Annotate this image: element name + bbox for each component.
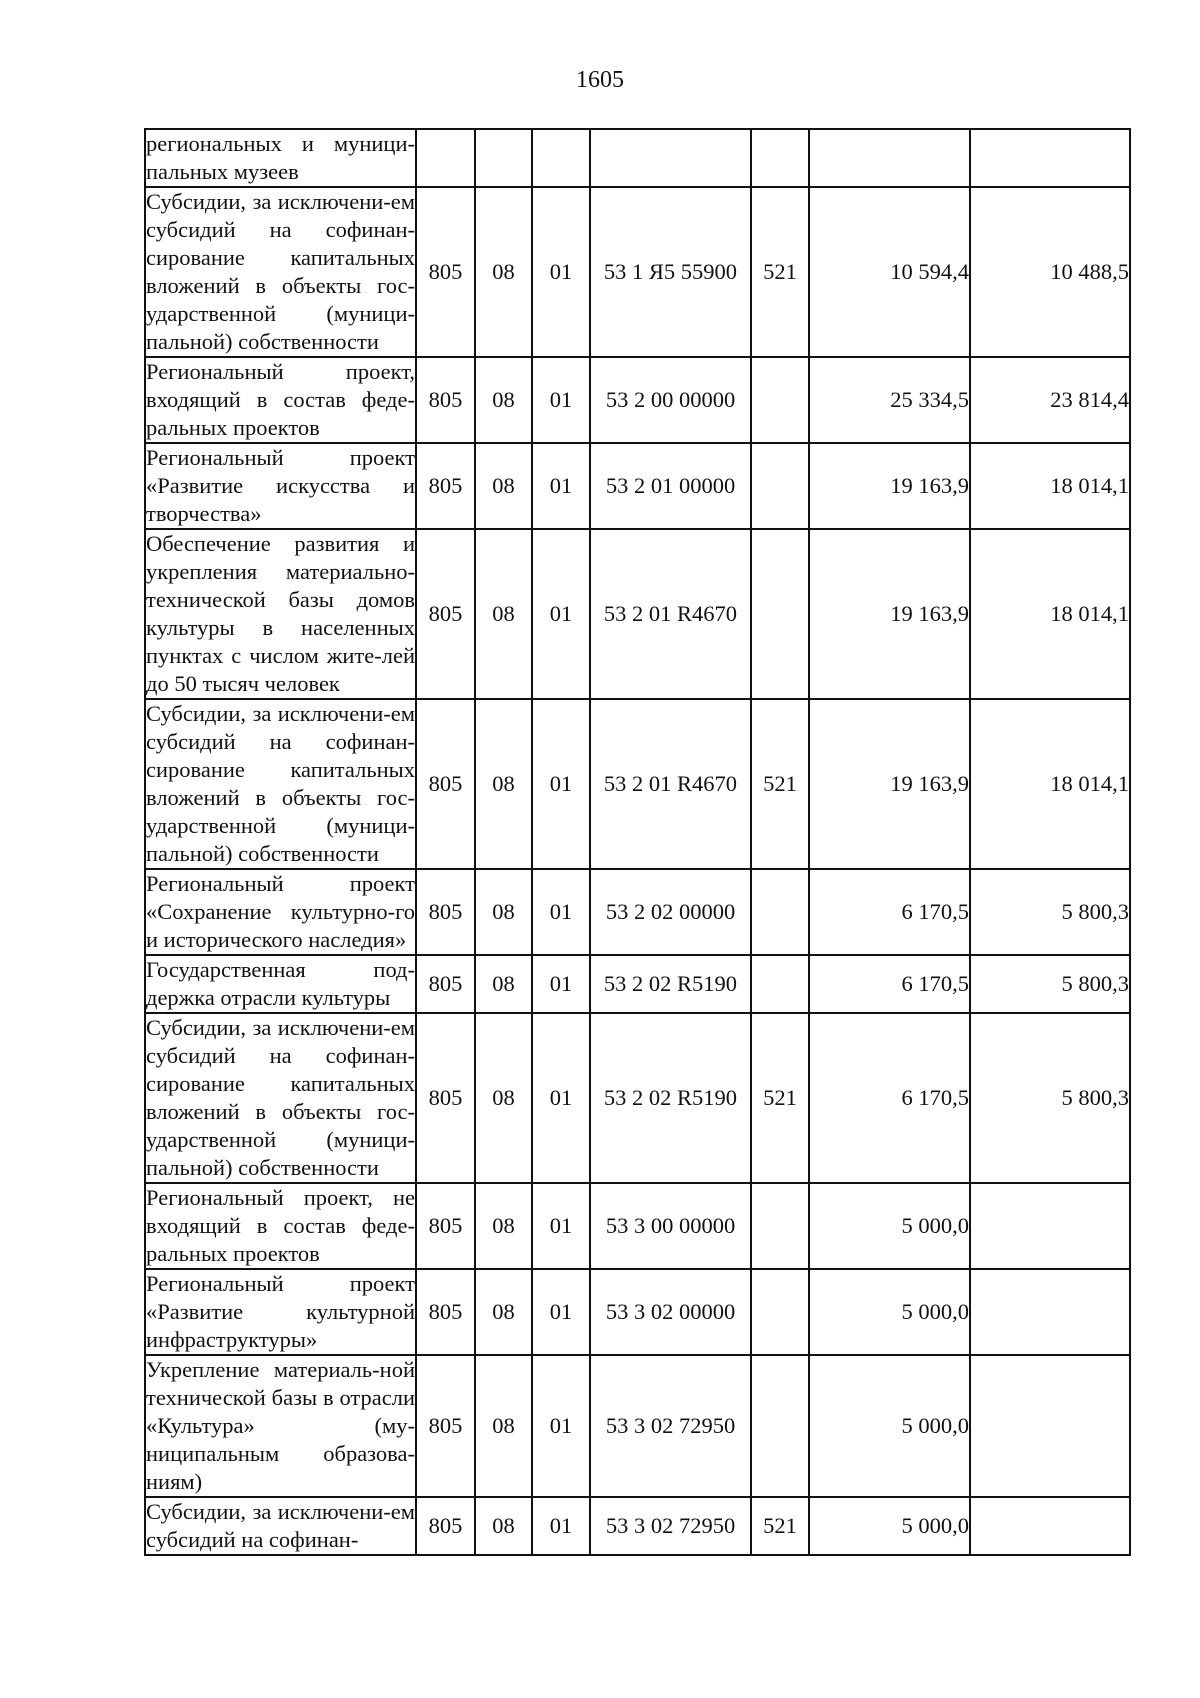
subsection-code: 01 <box>532 869 590 955</box>
section-code: 08 <box>475 1497 532 1555</box>
grbs-code: 805 <box>416 1355 475 1497</box>
expense-type-code: 521 <box>751 1497 809 1555</box>
amount-1: 5 000,0 <box>809 1497 970 1555</box>
subsection-code: 01 <box>532 699 590 869</box>
grbs-code: 805 <box>416 955 475 1013</box>
target-article-code: 53 2 02 R5190 <box>590 955 751 1013</box>
expense-type-code <box>751 1269 809 1355</box>
target-article-code: 53 3 02 00000 <box>590 1269 751 1355</box>
section-code: 08 <box>475 1013 532 1183</box>
subsection-code: 01 <box>532 187 590 357</box>
amount-1: 10 594,4 <box>809 187 970 357</box>
section-code: 08 <box>475 869 532 955</box>
table-row <box>145 1269 1130 1355</box>
amount-1: 5 000,0 <box>809 1269 970 1355</box>
amount-2 <box>970 1355 1130 1497</box>
amount-1 <box>809 129 970 187</box>
grbs-code: 805 <box>416 357 475 443</box>
target-article-code: 53 2 02 R5190 <box>590 1013 751 1183</box>
expense-type-code: 521 <box>751 1013 809 1183</box>
table-row <box>145 529 1130 699</box>
section-code: 08 <box>475 1269 532 1355</box>
section-code: 08 <box>475 187 532 357</box>
subsection-code: 01 <box>532 1269 590 1355</box>
subsection-code <box>532 129 590 187</box>
target-article-code: 53 3 02 72950 <box>590 1355 751 1497</box>
target-article-code: 53 2 01 R4670 <box>590 699 751 869</box>
target-article-code <box>590 129 751 187</box>
amount-2: 18 014,1 <box>970 443 1130 529</box>
table-row <box>145 699 1130 869</box>
expense-type-code <box>751 955 809 1013</box>
amount-2: 5 800,3 <box>970 1013 1130 1183</box>
subsection-code: 01 <box>532 529 590 699</box>
target-article-code: 53 3 00 00000 <box>590 1183 751 1269</box>
grbs-code: 805 <box>416 443 475 529</box>
subsection-code: 01 <box>532 357 590 443</box>
target-article-code: 53 2 01 R4670 <box>590 529 751 699</box>
row-name: Субсидии, за исключени-ем субсидий на софинан- <box>145 1497 416 1555</box>
table-row <box>145 129 1130 187</box>
grbs-code: 805 <box>416 699 475 869</box>
row-name: Субсидии, за исключени-ем субсидий на софинан-сирование капитальных вложений в объекты гос-ударственной (муници-пальной) собственности <box>145 699 416 869</box>
table-row <box>145 1183 1130 1269</box>
table-row <box>145 1013 1130 1183</box>
table-row <box>145 1497 1130 1555</box>
table-row <box>145 443 1130 529</box>
row-name: Субсидии, за исключени-ем субсидий на софинан-сирование капитальных вложений в объекты гос-ударственной (муници-пальной) собственности <box>145 187 416 357</box>
row-name: Субсидии, за исключени-ем субсидий на софинан-сирование капитальных вложений в объекты гос-ударственной (муници-пальной) собственности <box>145 1013 416 1183</box>
amount-2: 18 014,1 <box>970 529 1130 699</box>
row-name: Государственная под-держка отрасли культуры <box>145 955 416 1013</box>
subsection-code: 01 <box>532 1183 590 1269</box>
section-code: 08 <box>475 443 532 529</box>
target-article-code: 53 2 02 00000 <box>590 869 751 955</box>
amount-1: 19 163,9 <box>809 529 970 699</box>
row-name: региональных и муници-пальных музеев <box>145 129 416 187</box>
row-name: Региональный проект «Развитие искусства и творчества» <box>145 443 416 529</box>
section-code: 08 <box>475 529 532 699</box>
table-row <box>145 357 1130 443</box>
subsection-code: 01 <box>532 955 590 1013</box>
subsection-code: 01 <box>532 1355 590 1497</box>
expense-type-code <box>751 443 809 529</box>
grbs-code: 805 <box>416 1269 475 1355</box>
section-code: 08 <box>475 1355 532 1497</box>
table-row <box>145 955 1130 1013</box>
section-code: 08 <box>475 699 532 869</box>
row-name: Региональный проект «Сохранение культурно-го и исторического наследия» <box>145 869 416 955</box>
subsection-code: 01 <box>532 443 590 529</box>
grbs-code: 805 <box>416 1183 475 1269</box>
expense-type-code: 521 <box>751 699 809 869</box>
grbs-code: 805 <box>416 1013 475 1183</box>
grbs-code: 805 <box>416 187 475 357</box>
subsection-code: 01 <box>532 1497 590 1555</box>
target-article-code: 53 2 01 00000 <box>590 443 751 529</box>
subsection-code: 01 <box>532 1013 590 1183</box>
amount-1: 5 000,0 <box>809 1355 970 1497</box>
amount-1: 6 170,5 <box>809 869 970 955</box>
amount-2: 5 800,3 <box>970 955 1130 1013</box>
row-name: Укрепление материаль-ной технической базы в отрасли «Культура» (му-ниципальным образова-ниям) <box>145 1355 416 1497</box>
amount-1: 6 170,5 <box>809 955 970 1013</box>
budget-table <box>144 128 1131 1556</box>
amount-2: 10 488,5 <box>970 187 1130 357</box>
section-code: 08 <box>475 955 532 1013</box>
expense-type-code: 521 <box>751 187 809 357</box>
amount-2 <box>970 1183 1130 1269</box>
table-row <box>145 187 1130 357</box>
expense-type-code <box>751 869 809 955</box>
grbs-code: 805 <box>416 869 475 955</box>
amount-1: 6 170,5 <box>809 1013 970 1183</box>
grbs-code: 805 <box>416 1497 475 1555</box>
row-name: Обеспечение развития и укрепления материально-технической базы домов культуры в населенных пунктах с числом жите-лей до 50 тысяч человек <box>145 529 416 699</box>
grbs-code: 805 <box>416 529 475 699</box>
amount-1: 19 163,9 <box>809 443 970 529</box>
expense-type-code <box>751 1355 809 1497</box>
amount-2 <box>970 1497 1130 1555</box>
amount-1: 19 163,9 <box>809 699 970 869</box>
row-name: Региональный проект «Развитие культурной инфраструктуры» <box>145 1269 416 1355</box>
target-article-code: 53 1 Я5 55900 <box>590 187 751 357</box>
section-code: 08 <box>475 1183 532 1269</box>
expense-type-code <box>751 1183 809 1269</box>
table-row <box>145 869 1130 955</box>
amount-2: 18 014,1 <box>970 699 1130 869</box>
row-name: Региональный проект, не входящий в состав феде-ральных проектов <box>145 1183 416 1269</box>
section-code: 08 <box>475 357 532 443</box>
table-row <box>145 1355 1130 1497</box>
target-article-code: 53 3 02 72950 <box>590 1497 751 1555</box>
amount-1: 25 334,5 <box>809 357 970 443</box>
amount-2: 5 800,3 <box>970 869 1130 955</box>
grbs-code <box>416 129 475 187</box>
amount-2 <box>970 1269 1130 1355</box>
amount-2 <box>970 129 1130 187</box>
amount-2: 23 814,4 <box>970 357 1130 443</box>
expense-type-code <box>751 129 809 187</box>
target-article-code: 53 2 00 00000 <box>590 357 751 443</box>
row-name: Региональный проект, входящий в состав феде-ральных проектов <box>145 357 416 443</box>
page-number: 1605 <box>576 67 624 93</box>
expense-type-code <box>751 357 809 443</box>
amount-1: 5 000,0 <box>809 1183 970 1269</box>
section-code <box>475 129 532 187</box>
expense-type-code <box>751 529 809 699</box>
